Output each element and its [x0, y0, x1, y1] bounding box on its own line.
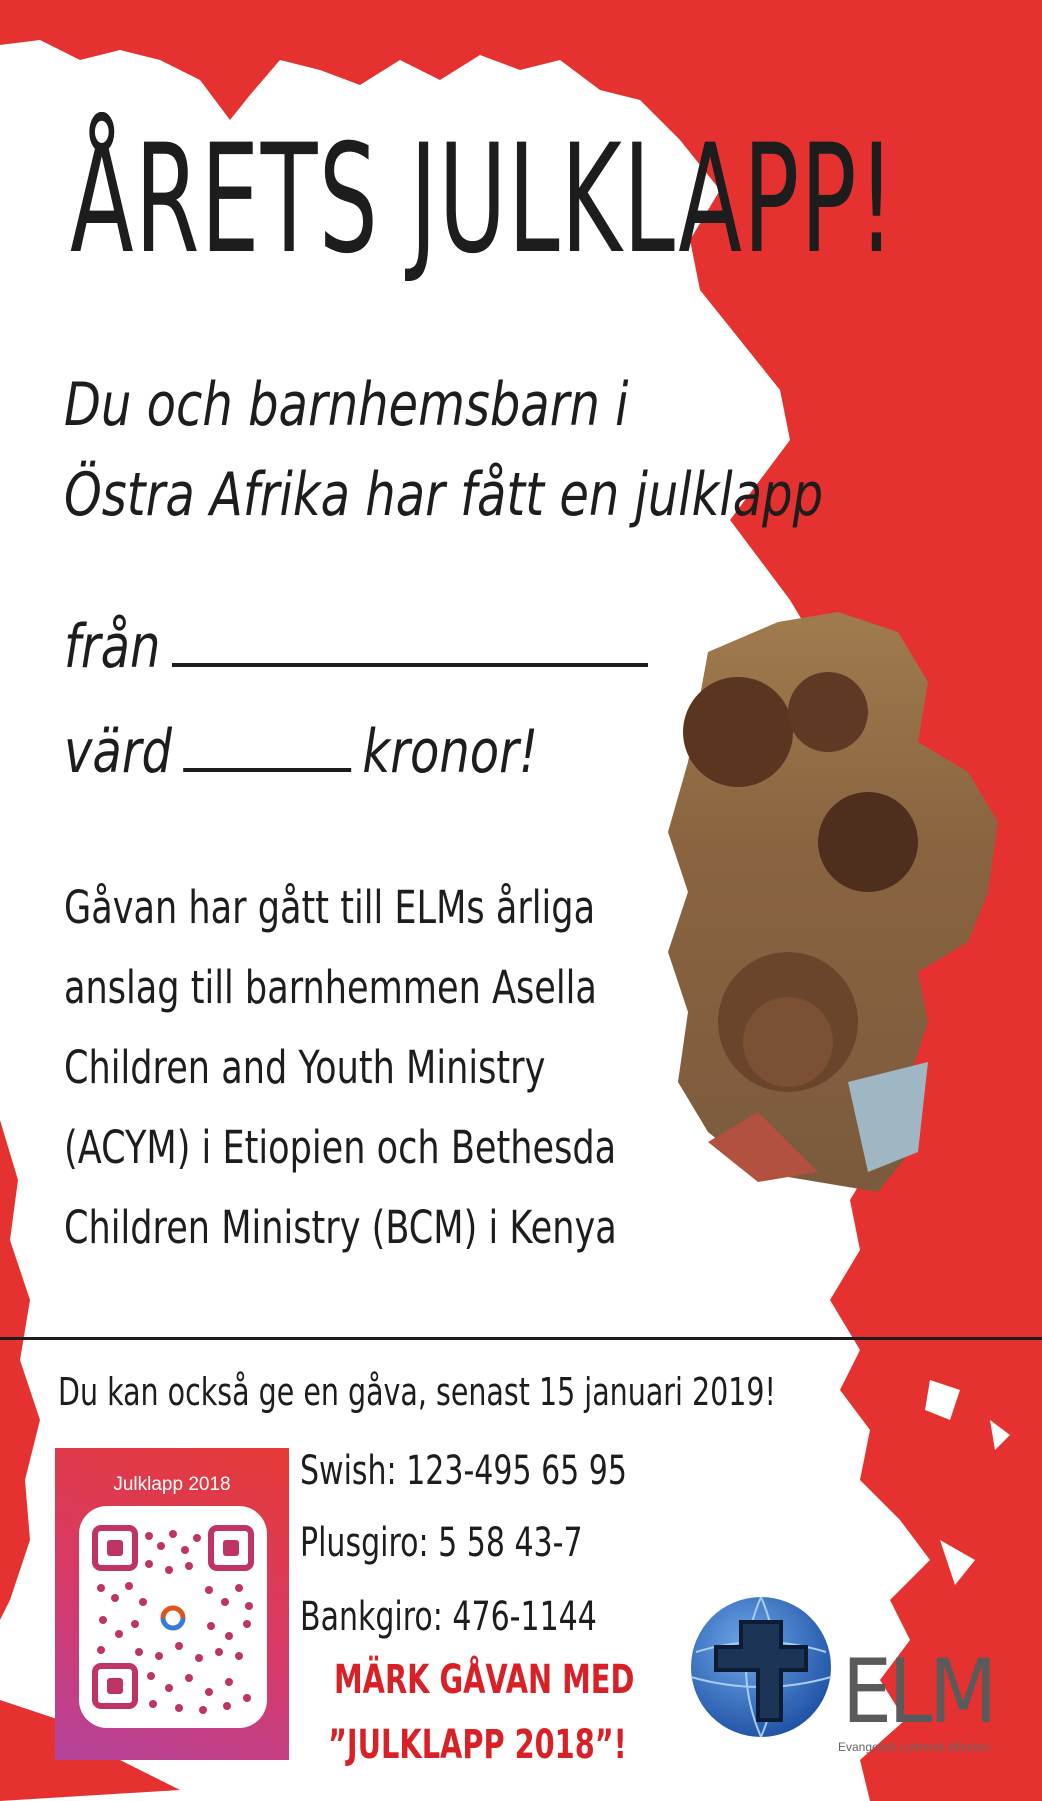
- intro-line-3: [64, 605, 659, 682]
- page-title: ÅRETS JULKLAPP!: [70, 113, 897, 287]
- body-line: anslag till barnhemmen Asella: [64, 961, 597, 1014]
- divider: [0, 1337, 1042, 1340]
- qr-card: [55, 1448, 289, 1760]
- body-line: Gåvan har gått till ELMs årliga: [64, 881, 596, 934]
- bankgiro-number: Bankgiro: 476-1144: [300, 1594, 597, 1640]
- body-line: Children and Youth Ministry: [64, 1041, 546, 1094]
- worth-label: värd: [64, 717, 173, 787]
- intro-line-4: [64, 710, 538, 787]
- mark-instruction-line-2: ”JULKLAPP 2018”!: [328, 1722, 627, 1768]
- children-photo: [668, 612, 1008, 1212]
- from-label: från: [64, 612, 161, 682]
- qr-label: Julklapp 2018: [113, 1474, 231, 1495]
- amount-blank-line: [183, 710, 351, 772]
- plusgiro-number: Plusgiro: 5 58 43-7: [300, 1520, 583, 1566]
- from-blank-line: [172, 605, 648, 667]
- intro-line-1: Du och barnhemsbarn i: [64, 370, 629, 440]
- mark-instruction-line-1: MÄRK GÅVAN MED: [334, 1657, 635, 1703]
- kronor-label: kronor!: [362, 717, 539, 787]
- elm-logo-subtitle: Evangelisk Luthersk Mission: [838, 1740, 990, 1754]
- elm-logo-text: ELM: [842, 1640, 994, 1743]
- body-paragraph: [64, 868, 617, 1268]
- qr-code-icon: [79, 1506, 267, 1728]
- swish-number: Swish: 123-495 65 95: [300, 1448, 627, 1494]
- giving-headline: Du kan också ge en gåva, senast 15 januari 2019!: [58, 1370, 776, 1414]
- intro-line-2: Östra Afrika har fått en julklapp: [64, 460, 824, 530]
- globe-cross-icon: [686, 1592, 836, 1742]
- body-line: (ACYM) i Etiopien och Bethesda: [64, 1121, 617, 1174]
- body-line: Children Ministry (BCM) i Kenya: [64, 1201, 617, 1254]
